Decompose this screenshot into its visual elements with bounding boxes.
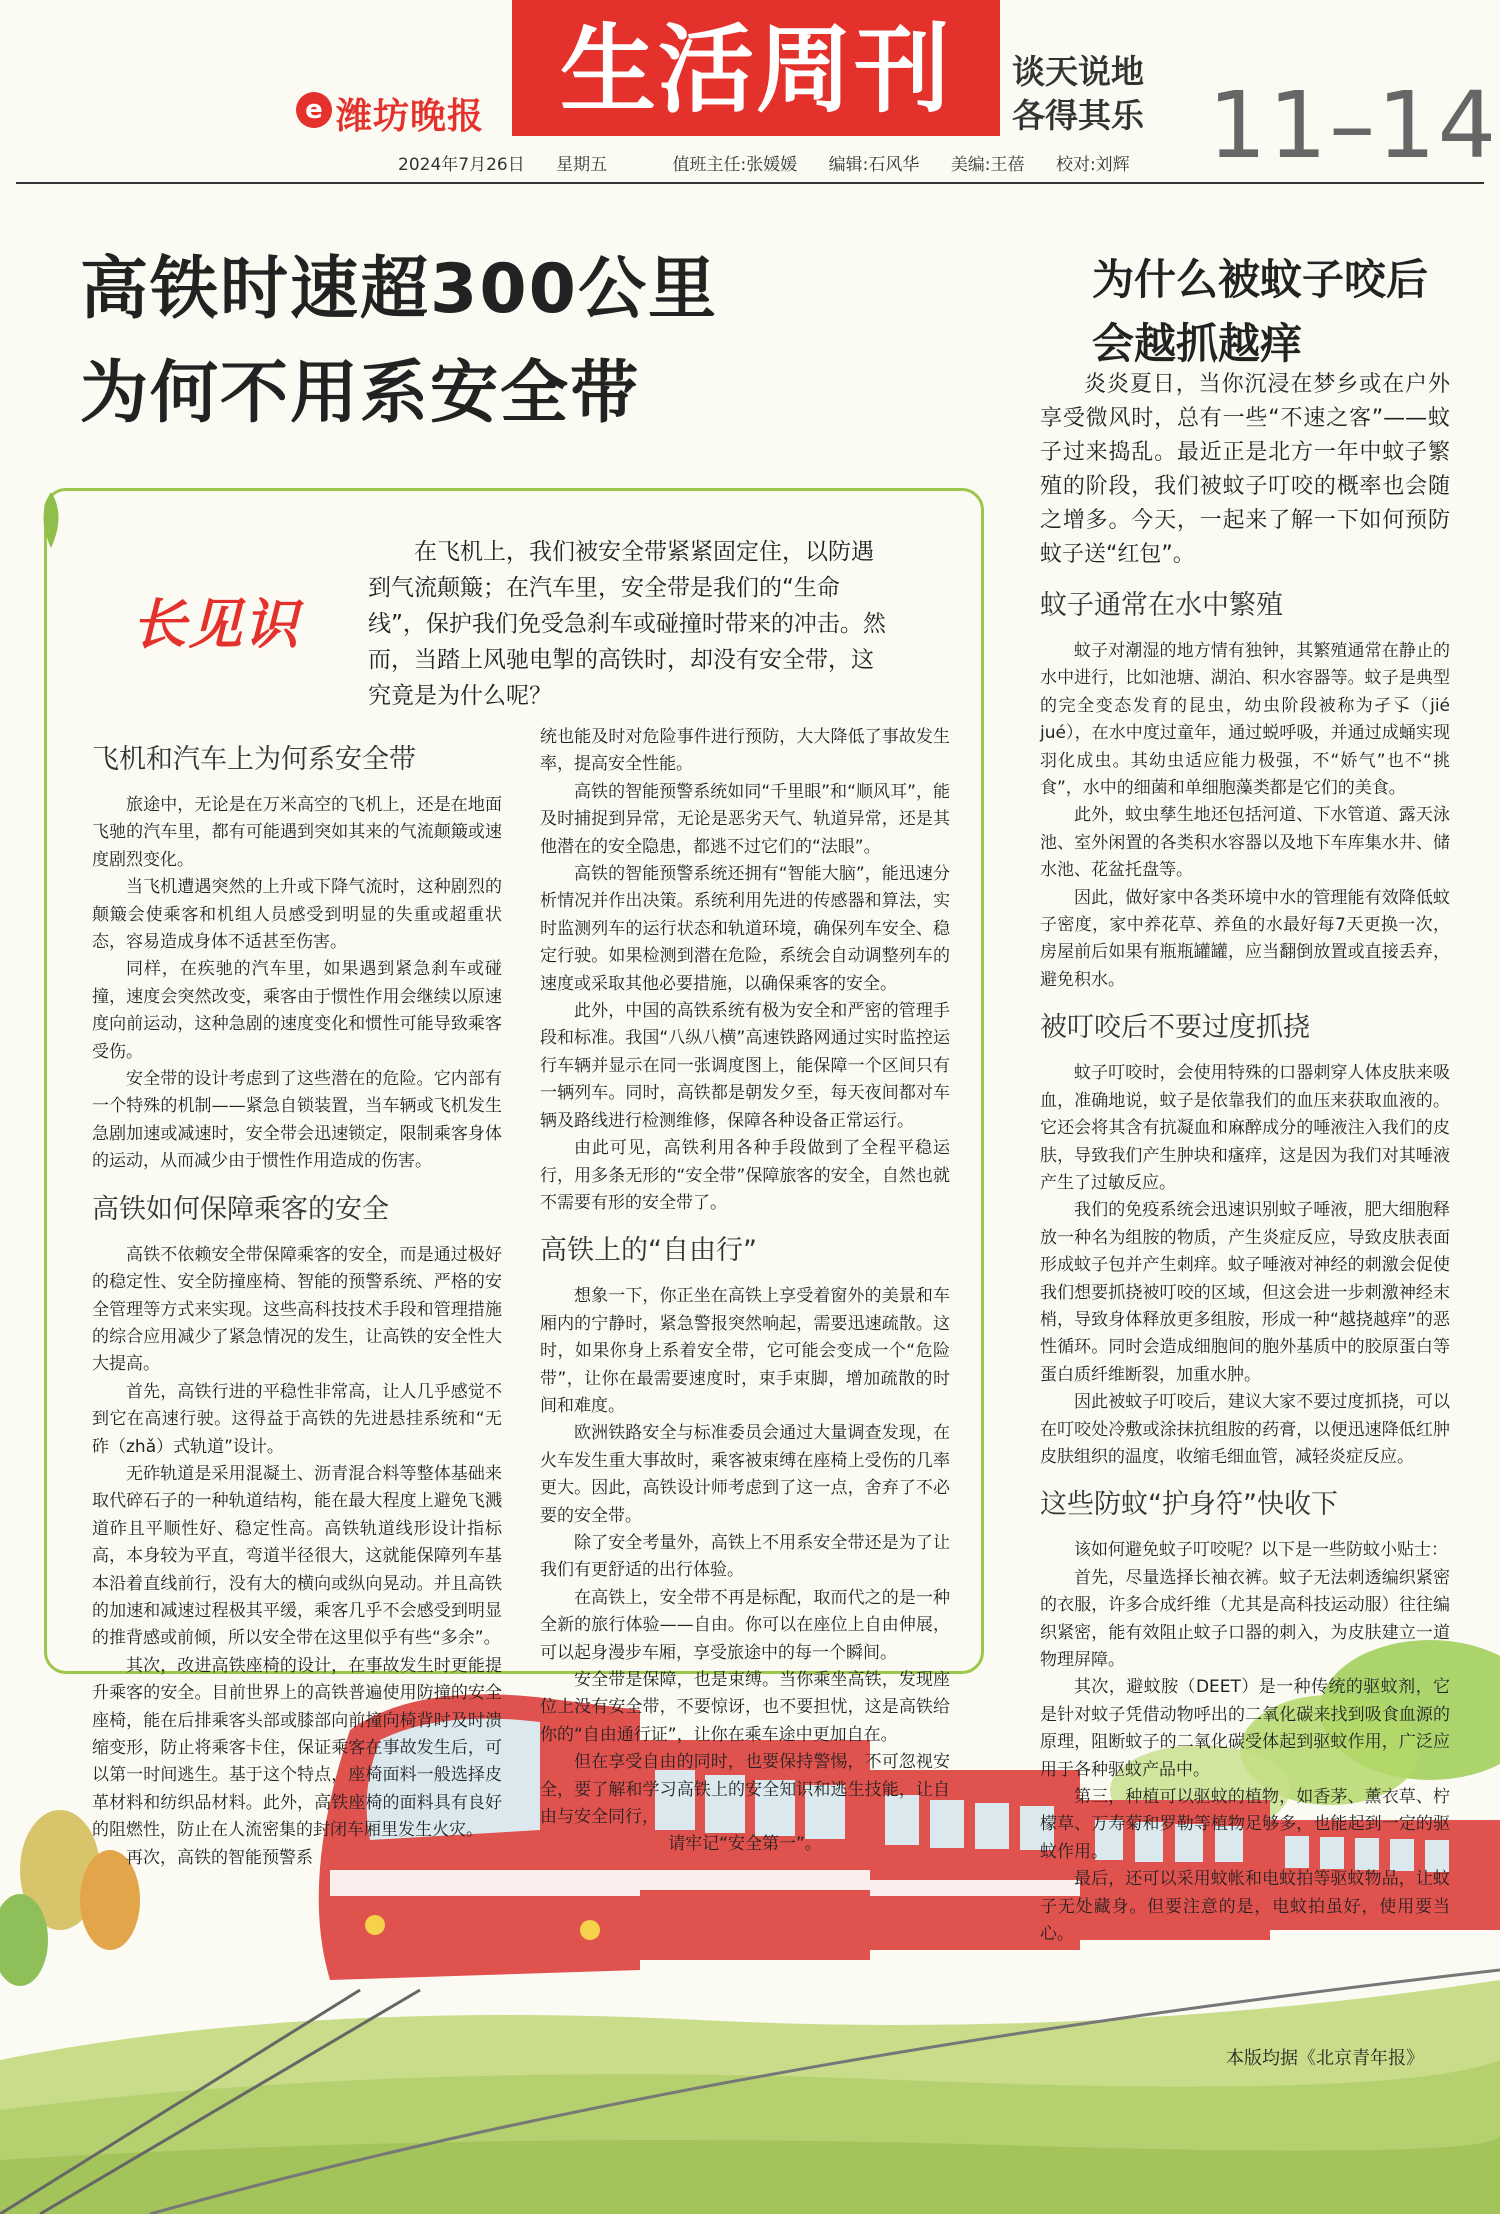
paragraph: 首先，高铁行进的平稳性非常高，让人几乎感觉不到它在高速行驶。这得益于高铁的先进悬挂系统和“无砟（zhǎ）式轨道”设计。	[92, 1381, 502, 1457]
paragraph: 高铁不依赖安全带保障乘客的安全，而是通过极好的稳定性、安全防撞座椅、智能的预警系统、严格的安全管理等方式来实现。这些高科技技术手段和管理措施的综合应用减少了紧急情况的发生，让高铁的安全性大大提高。	[92, 1244, 502, 1375]
paragraph: 第三，种植可以驱蚊的植物，如香茅、薰衣草、柠檬草、万寿菊和罗勒等植物足够多，也能起到一定的驱蚊作用。	[1040, 1787, 1450, 1862]
paragraph: 除了安全考量外，高铁上不用系安全带还是为了让我们有更舒适的出行体验。	[540, 1532, 950, 1581]
masthead-divider	[16, 182, 1484, 184]
paragraph: 因此被蚊子叮咬后，建议大家不要过度抓挠，可以在叮咬处冷敷或涂抹抗组胺的药膏，以便迅速降低红肿皮肤组织的温度，收缩毛细血管，减轻炎症反应。	[1040, 1392, 1450, 1467]
slogan-line-1: 谈天说地	[1012, 52, 1144, 91]
main-headline	[80, 238, 718, 446]
paper-logo-icon: e	[296, 92, 332, 128]
side-intro: 炎炎夏日，当你沉浸在梦乡或在户外享受微风时，总有一些“不速之客”——蚊子过来捣乱。最近正是北方一年中蚊子繁殖的阶段，我们被蚊子叮咬的概率也会随之增多。今天，一起来了解一下如何预防蚊子送“红包”。	[1040, 372, 1450, 567]
paragraph: 想象一下，你正坐在高铁上享受着窗外的美景和车厢内的宁静时，紧急警报突然响起，需要迅速疏散。这时，如果你身上系着安全带，它可能会变成一个“危险带”，让你在最需要速度时，束手束脚，增加疏散的时间和难度。	[540, 1286, 950, 1416]
side-headline	[1092, 248, 1428, 376]
paragraph: 无砟轨道是采用混凝土、沥青混合料等整体基础来取代碎石子的一种轨道结构，能在最大程度上避免飞溅道砟且平顺性好、稳定性高。高铁轨道线形设计指标高，本身较为平直，弯道半径很大，这就能保障列车基本沿着直线前行，没有大的横向或纵向晃动。并且高铁的加速和减速过程极其平缓，乘客几乎不会感受到明显的推背感或前倾，所以安全带在这里似乎有些“多余”。	[92, 1463, 502, 1649]
paragraph: 旅途中，无论是在万米高空的飞机上，还是在地面飞驰的汽车里，都有可能遇到突如其来的气流颠簸或速度剧烈变化。	[92, 795, 502, 870]
section-heading: 高铁上的“自由行”	[540, 1235, 757, 1267]
paper-name: 潍坊晚报	[336, 96, 485, 137]
paragraph: 欧洲铁路安全与标准委员会通过大量调查发现，在火车发生重大事故时，乘客被束缚在座椅上受伤的几率更大。因此，高铁设计师考虑到了这一点，舍弃了不必要的安全带。	[540, 1423, 950, 1526]
main-column-2	[540, 724, 950, 1859]
section-heading: 蚊子通常在水中繁殖	[1040, 590, 1283, 621]
section-heading: 飞机和汽车上为何系安全带	[92, 744, 416, 775]
section-title: 生活周刊	[560, 13, 952, 126]
page-numbers: 11–14	[1208, 72, 1499, 179]
paragraph: 再次，高铁的智能预警系	[126, 1847, 313, 1868]
paragraph: 蚊子对潮湿的地方情有独钟，其繁殖通常在静止的水中进行，比如池塘、湖泊、积水容器等。蚊子是典型的完全变态发育的昆虫，幼虫阶段被称为孑孓（jié jué），在水中度过童年，通过蜕呼吸，并通过成蛹实现羽化成虫。其幼虫适应能力极强，不“娇气”也不“挑食”，水中的细菌和单细胞藻类都是它们的美食。	[1040, 641, 1450, 799]
section-heading: 被叮咬后不要过度抓挠	[1040, 1012, 1310, 1044]
main-headline-line-1: 高铁时速超300公里	[80, 250, 718, 329]
kicker-label: 长见识	[132, 593, 300, 656]
paragraph: 请牢记“安全第一”。	[668, 1834, 822, 1855]
paragraph: 蚊子叮咬时，会使用特殊的口器刺穿人体皮肤来吸血，准确地说，蚊子是依靠我们的血压来获取血液的。它还会将其含有抗凝血和麻醉成分的唾液注入我们的皮肤，导致我们产生肿块和瘙痒，这是因为我们对其唾液产生了过敏反应。	[1040, 1063, 1450, 1193]
paragraph: 其次，改进高铁座椅的设计，在事故发生时更能提升乘客的安全。目前世界上的高铁普遍使用防撞的安全座椅，能在后排乘客头部或膝部向前撞向椅背时及时溃缩变形，防止将乘客卡住，保证乘客在事故发生后，可以第一时间逃生。基于这个特点，座椅面料一般选择皮革材料和纺织品材料。此外，高铁座椅的面料具有良好的阻燃性，防止在人流密集的封闭车厢里发生火灾。	[92, 1655, 502, 1841]
proofreader: 校对:刘辉	[1055, 155, 1130, 175]
editor-on-duty: 值班主任:张媛媛	[672, 155, 798, 175]
source-credit: 本版均据《北京青年报》	[1226, 2048, 1424, 2069]
paragraph: 同样，在疾驰的汽车里，如果遇到紧急刹车或碰撞，速度会突然改变，乘客由于惯性作用会继续以原速度向前运动，这种急剧的速度变化和惯性可能导致乘客受伤。	[92, 959, 502, 1062]
paragraph: 此外，蚊虫孳生地还包括河道、下水管道、露天泳池、室外闲置的各类积水容器以及地下车库集水井、储水池、花盆托盘等。	[1040, 805, 1450, 881]
paragraph: 安全带是保障，也是束缚。当你乘坐高铁，发现座位上没有安全带，不要惊讶，也不要担忧，这是高铁给你的“自由通行证”，让你在乘车途中更加自在。	[540, 1670, 950, 1745]
paragraph: 由此可见，高铁利用各种手段做到了全程平稳运行，用多条无形的“安全带”保障旅客的安全，自然也就不需要有形的安全带了。	[540, 1138, 950, 1213]
issue-date: 2024年7月26日	[398, 155, 525, 175]
paragraph: 最后，还可以采用蚊帐和电蚊拍等驱蚊物品，让蚊子无处藏身。但要注意的是，电蚊拍虽好，使用要当心。	[1040, 1869, 1450, 1945]
paragraph: 统也能及时对危险事件进行预防，大大降低了事故发生率，提高安全性能。	[540, 727, 950, 775]
main-headline-line-2: 为何不用系安全带	[80, 354, 641, 433]
paragraph: 在高铁上，安全带不再是标配，取而代之的是一种全新的旅行体验——自由。你可以在座位上自由伸展，可以起身漫步车厢，享受旅途中的每一个瞬间。	[540, 1587, 950, 1663]
side-article-column	[1040, 368, 1450, 1948]
leaf-decoration-icon	[36, 490, 66, 550]
paragraph: 该如何避免蚊子叮咬呢？以下是一些防蚊小贴士：	[1074, 1540, 1448, 1561]
main-intro: 在飞机上，我们被安全带紧紧固定住，以防遇到气流颠簸；在汽车里，安全带是我们的“生命线”，保护我们免受急刹车或碰撞时带来的冲击。然而，当踏上风驰电掣的高铁时，却没有安全带，这究竟是为什么呢？	[368, 539, 886, 709]
side-headline-line-2: 会越抓越痒	[1092, 319, 1303, 368]
paragraph: 因此，做好家中各类环境中水的管理能有效降低蚊子密度，家中养花草、养鱼的水最好每7天更换一次，房屋前后如果有瓶瓶罐罐，应当翻倒放置或直接丢弃，避免积水。	[1040, 887, 1450, 990]
side-headline-line-1: 为什么被蚊子咬后	[1092, 255, 1429, 304]
paragraph: 高铁的智能预警系统如同“千里眼”和“顺风耳”，能及时捕捉到异常，无论是恶劣天气、轨道异常，还是其他潜在的安全隐患，都逃不过它们的“法眼”。	[540, 781, 950, 857]
paragraph: 其次，避蚊胺（DEET）是一种传统的驱蚊剂，它是针对蚊子凭借动物呼出的二氧化碳来找到吸食血源的原理，阻断蚊子的二氧化碳受体起到驱蚊作用，广泛应用于各种驱蚊产品中。	[1040, 1677, 1450, 1780]
art-editor: 美编:王蓓	[950, 155, 1025, 175]
section-heading: 高铁如何保障乘客的安全	[92, 1193, 389, 1225]
paragraph: 首先，尽量选择长袖衣裤。蚊子无法刺透编织紧密的衣服，许多合成纤维（尤其是高科技运动服）往往编织紧密，能有效阻止蚊子口器的刺入，为皮肤建立一道物理屏障。	[1040, 1567, 1450, 1670]
issue-weekday: 星期五	[556, 155, 608, 175]
paragraph: 我们的免疫系统会迅速识别蚊子唾液，肥大细胞释放一种名为组胺的物质，产生炎症反应，导致皮肤表面形成蚊子包并产生刺痒。蚊子唾液对神经的刺激会促使我们想要抓挠被叮咬的区域，但这会进一步刺激神经末梢，导致身体释放更多组胺，形成一种“越挠越痒”的恶性循环。同时会造成细胞间的胞外基质中的胶原蛋白等蛋白质纤维断裂，加重水肿。	[1040, 1200, 1450, 1385]
paragraph: 高铁的智能预警系统还拥有“智能大脑”，能迅速分析情况并作出决策。系统利用先进的传感器和算法，实时监测列车的运行状态和轨道环境，确保列车安全、稳定行驶。如果检测到潜在危险，系统会自动调整列车的速度或采取其他必要措施，以确保乘客的安全。	[540, 864, 950, 994]
paragraph: 但在享受自由的同时，也要保持警惕，不可忽视安全，要了解和学习高铁上的安全知识和逃生技能，让自由与安全同行，	[540, 1752, 950, 1828]
paragraph: 此外，中国的高铁系统有极为安全和严密的管理手段和标准。我国“八纵八横”高速铁路网通过实时监控运行车辆并显示在同一张调度图上，能保障一个区间只有一辆列车。同时，高铁都是朝发夕至，每天夜间都对车辆及路线进行检测维修，保障各种设备正常运行。	[540, 1001, 950, 1131]
section-heading: 这些防蚊“护身符”快收下	[1040, 1489, 1338, 1521]
main-column-1	[92, 740, 502, 1872]
slogan-line-2: 各得其乐	[1012, 96, 1144, 135]
paragraph: 当飞机遭遇突然的上升或下降气流时，这种剧烈的颠簸会使乘客和机组人员感受到明显的失重或超重状态，容易造成身体不适甚至伤害。	[92, 877, 502, 953]
edition-info-bar	[398, 150, 1156, 175]
editor: 编辑:石风华	[828, 155, 920, 175]
paragraph: 安全带的设计考虑到了这些潜在的危险。它内部有一个特殊的机制——紧急自锁装置，当车辆或飞机发生急剧加速或减速时，安全带会迅速锁定，限制乘客身体的运动，从而减少由于惯性作用造成的伤害。	[92, 1069, 502, 1172]
